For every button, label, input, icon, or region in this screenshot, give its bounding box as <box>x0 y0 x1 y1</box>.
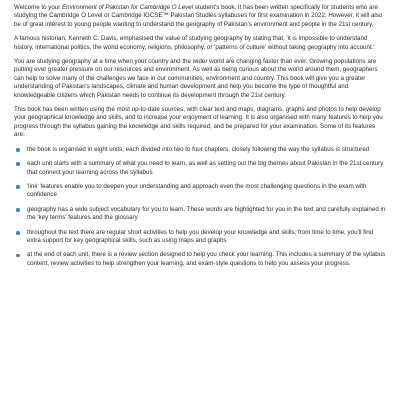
quote-paragraph: A famous historian, Kenneth C. Davis, emphasised the value of studying geography by stating that, 'it is impossible to understand history, international politics, the world economy, religions, philosophy, or 'patterns of culture' without taking geography into account.' <box>14 35 375 51</box>
list-item-text: the book is organised in eight units, each divided into two to four chapters, closely following the way the syllabus is structured <box>27 145 370 153</box>
intro-text-start: Welcome to your <box>14 4 63 11</box>
list-item <box>14 146 386 154</box>
features-intro-paragraph: This book has been written using the most up-to-date sources, with clear text and maps, diagrams, graphs and photos to help develop your geographical knowledge and skills, and to increase your enjoyment of learning. It is also organised with many features to help you progress through the syllabus gaining the knowledge and skills required, and be prepared for your examination. Some of its features are: <box>14 106 383 139</box>
list-item-text: at the end of each unit, there is a review section designed to help you check your learning. This includes a summary of the syllabus content, review activities to help strengthen your learning, and exam-style questions to help you assess your progress. <box>27 251 386 267</box>
bullet-icon <box>16 208 20 212</box>
list-item-text: each unit starts with a summary of what you need to learn, as well as setting out the big themes about Pakistan in the 21st century that connect your learning across the syllabus <box>27 160 384 176</box>
list-item <box>14 229 386 246</box>
list-item <box>14 206 386 223</box>
context-paragraph: You are studying geography at a time when your country and the wider world are changing faster than ever. Growing populations are putting ever greater pressure on our resources and environment. As well as being curious about the world around them, geographers can help to solve many of the challenges we face in our communities, environment and country. This book will give you a greater understanding of Pakistan's landscapes, climate and human development and help you become the type of thoughtful and knowledgeable citizens which Pakistan needs to continue its development through the 21st century. <box>14 58 378 99</box>
list-item-text: throughout the text there are regular short activities to help you develop your knowledge and skills; from time to time, you'll find extra support for key geographical skills, such as using maps and graphs <box>27 228 374 244</box>
intro-text-end: student's book. It has been written specifically for students who are studying the Cambridge O Level or Cambridge IGCSE™ Pakistan Studies syllabuses for first examination in 2022. However, it will also be of great interest to young people wanting to understand the geography of Pakistan's environment and people in the 21st century. <box>14 4 383 28</box>
bullet-icon <box>16 162 20 166</box>
list-item <box>14 160 386 177</box>
list-item-text: geography has a wide subject vocabulary for you to learn. These words are highlighted for you in the text and carefully explained in the 'key terms' features and the glossary <box>27 205 386 222</box>
bullet-icon <box>16 231 20 235</box>
intro-paragraph-1 <box>14 4 386 29</box>
book-title: Environment of Pakistan for Cambridge O Level <box>62 4 194 11</box>
features-list <box>14 146 386 268</box>
list-item <box>14 251 386 268</box>
list-item-text: 'link' features enable you to deepen your understanding and approach even the most challenging questions in the exam with confidence <box>27 182 367 199</box>
list-item <box>14 183 386 200</box>
bullet-icon <box>16 185 20 189</box>
bullet-icon <box>16 254 20 258</box>
bullet-icon <box>16 148 20 152</box>
